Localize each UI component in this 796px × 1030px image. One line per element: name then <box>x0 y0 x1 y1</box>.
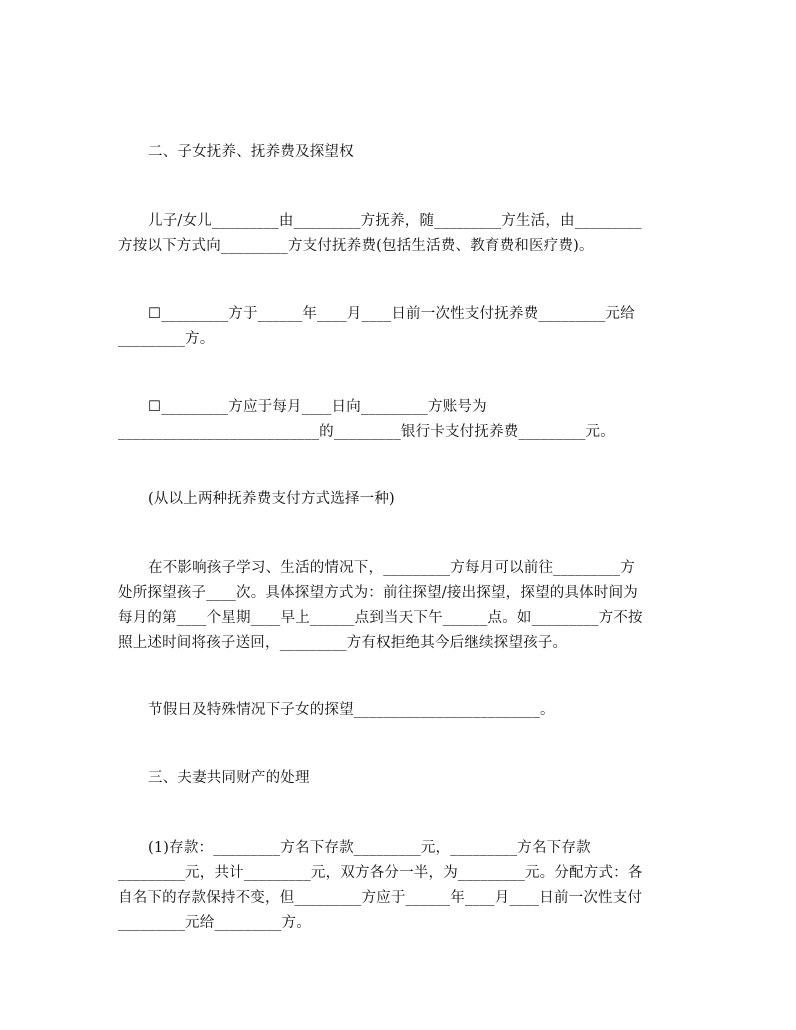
paragraph-line: (1)存款：_________方名下存款_________元，_________方名下存款 <box>148 840 591 856</box>
paragraph-line: (从以上两种抚养费支付方式选择一种) <box>148 491 395 507</box>
paragraph-visitation <box>118 556 678 656</box>
paragraph-monthly-payment <box>118 395 678 445</box>
paragraph-line: _________元给_________方。 <box>118 915 311 931</box>
section-heading-2 <box>118 140 678 165</box>
paragraph-line: 照上述时间将孩子送回，_________方有权拒绝其今后继续探望孩子。 <box>118 635 568 651</box>
paragraph-line: 在不影响孩子学习、生活的情况下，_________方每月可以前往_________方 <box>148 560 635 576</box>
paragraph-line: 节假日及特殊情况下子女的探望_________________________。 <box>148 702 555 718</box>
paragraph-line: 方按以下方式向_________方支付抚养费(包括生活费、教育费和医疗费)。 <box>118 238 594 254</box>
paragraph-line: ☐_________方应于每月____日向_________方账号为 <box>148 399 487 415</box>
paragraph-lump-sum-payment <box>118 302 678 352</box>
section-heading-3 <box>118 766 678 791</box>
paragraph-line: _________元，共计_________元，双方各分一半，为_________元。分配方式：各 <box>118 865 643 881</box>
heading-text: 三、夫妻共同财产的处理 <box>148 770 310 786</box>
paragraph-holiday-visitation <box>118 698 678 723</box>
paragraph-line: 自名下的存款保持不变，但_________方应于______年____月____日前一次性支付 <box>118 890 643 906</box>
paragraph-line: 处所探望孩子____次。具体探望方式为：前往探望/接出探望，探望的具体时间为 <box>118 585 638 601</box>
paragraph-line: 儿子/女儿_________由_________方抚养，随_________方生活，由_________ <box>148 213 642 229</box>
heading-text: 二、子女抚养、抚养费及探望权 <box>148 144 354 160</box>
paragraph-line: 每月的第____个星期____早上______点到当天下午______点。如_________方不按 <box>118 610 643 626</box>
paragraph-choose-method <box>118 487 678 512</box>
paragraph-deposits <box>118 836 678 936</box>
paragraph-line: ☐_________方于______年____月____日前一次性支付抚养费_________元给 <box>148 306 635 322</box>
paragraph-custody <box>118 209 678 259</box>
paragraph-line: ___________________________的_________银行卡支付抚养费_________元。 <box>118 424 615 440</box>
paragraph-line: _________方。 <box>118 331 215 347</box>
